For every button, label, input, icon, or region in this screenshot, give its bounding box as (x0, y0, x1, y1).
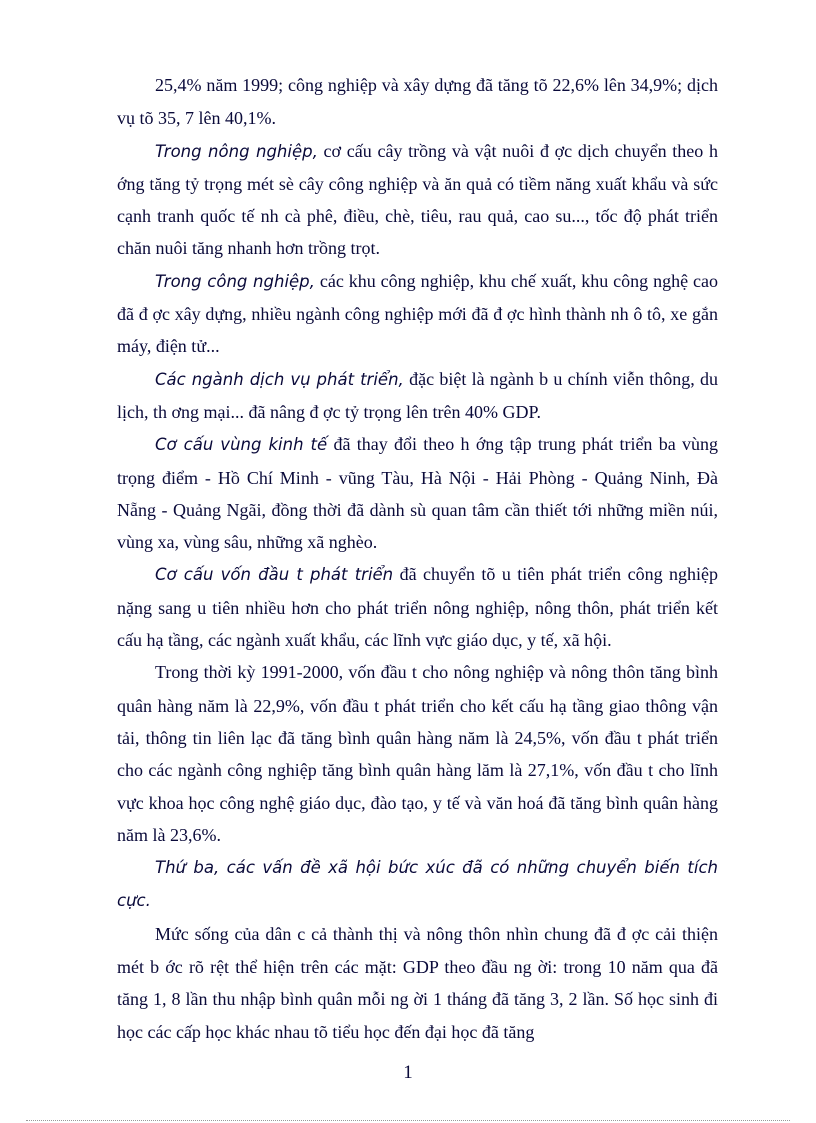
paragraph-lead: Cơ cấu vốn đầu t phát triển (155, 565, 394, 585)
paragraph-text: Mức sống của dân c cả thành thị và nông thôn nhìn chung đã đ ợc cải thiện mét b ớc rõ rệt thể hiện trên các mặt: GDP theo đầu ng ời: trong 10 năm qua đã tăng 1, 8 lần thu nhập bình quân mỗi ng ời 1 tháng đã tăng 3, 2 lần. Số học sinh đi học các cấp học khác nhau tõ tiểu học đến đại học đã tăng (117, 923, 718, 1042)
paragraph-text: cơ cấu cây trồng và vật nuôi đ ợc dịch chuyển theo h ớng tăng tỷ trọng mét sè cây công nghiệp và ăn quả có tiềm năng xuất khẩu và sức cạnh tranh quốc tế nh cà phê, điều, chè, tiêu, rau quả, cao su..., tốc độ phát triển chăn nuôi tăng nhanh hơn trồng trọt. (117, 140, 718, 259)
paragraph-text: đặc biệt là ngành b u chính viễn thông, du lịch, th ơng mại... đã nâng đ ợc tỷ trọng lên trên 40% GDP. (117, 368, 718, 422)
page-number: 1 (403, 1062, 413, 1083)
paragraph-text: 25,4% năm 1999; công nghiệp và xây dựng đã tăng tõ 22,6% lên 34,9%; dịch vụ tõ 35, 7 lên 40,1%. (117, 75, 718, 129)
paragraph-9 (117, 918, 718, 1048)
paragraph-8 (117, 851, 718, 918)
paragraph-2 (117, 135, 718, 265)
paragraph-lead: Cơ cấu vùng kinh tế (155, 435, 328, 455)
paragraph-1 (117, 69, 718, 135)
paragraph-5 (117, 428, 718, 558)
paragraph-lead: Trong công nghiệp, (155, 271, 315, 291)
paragraph-3 (117, 265, 718, 363)
paragraph-text: Trong thời kỳ 1991-2000, vốn đầu t cho nông nghiệp và nông thôn tăng bình quân hàng năm là 22,9%, vốn đầu t phát triển cho kết cấu hạ tầng giao thông vận tải, thông tin liên lạc đã tăng bình quân hàng năm là 24,5%, vốn đầu t phát triển cho các ngành công nghiệp tăng bình quân hàng lăm là 27,1%, vốn đầu t cho lĩnh vực khoa học công nghệ giáo dục, đào tạo, y tế và văn hoá đã tăng bình quân hàng năm là 23,6%. (117, 662, 718, 845)
document-body (117, 69, 718, 1048)
paragraph-lead: Các ngành dịch vụ phát triển, (155, 369, 404, 389)
paragraph-6 (117, 558, 718, 656)
paragraph-4 (117, 363, 718, 429)
paragraph-lead: Thứ ba, các vấn đề xã hội bức xúc đã có những chuyển biến tích cực. (117, 858, 718, 911)
paragraph-7 (117, 656, 718, 851)
paragraph-text: đã chuyển tõ u tiên phát triển công nghiệp nặng sang u tiên nhiều hơn cho phát triển nông nghiệp, nông thôn, phát triển kết cấu hạ tầng, các ngành xuất khẩu, các lĩnh vực giáo dục, y tế, xã hội. (117, 564, 718, 651)
paragraph-text: đã thay đổi theo h ớng tập trung phát triển ba vùng trọng điểm - Hồ Chí Minh - vũng Tàu, Hà Nội - Hải Phòng - Quảng Ninh, Đà Nẵng - Quảng Ngãi, đồng thời đã dành sù quan tâm cần thiết tới những miền núi, vùng xa, vùng sâu, những xã nghèo. (117, 434, 718, 553)
page-bottom-border (26, 1120, 790, 1121)
paragraph-text: các khu công nghiệp, khu chế xuất, khu công nghệ cao đã đ ợc xây dựng, nhiều ngành công nghiệp mới đã đ ợc hình thành nh ô tô, xe gắn máy, điện tử... (117, 270, 718, 357)
paragraph-lead: Trong nông nghiệp, (155, 141, 318, 161)
